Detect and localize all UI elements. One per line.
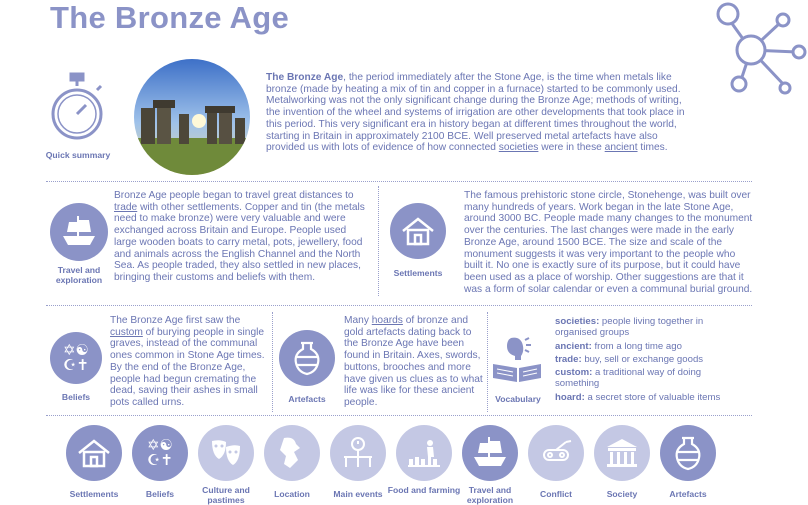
ship-icon [470,433,510,473]
summary-lead: The Bronze Age [266,72,344,83]
vocab-def: buy, sell or exchange goods [581,353,704,365]
artefacts-text [344,315,484,409]
nav-label: Conflict [540,489,572,499]
summary-text-3: times. [637,142,668,154]
nav-label: Beliefs [145,489,175,499]
vocab-def: a secret store of valuable items [584,391,721,403]
link-societies[interactable]: societies [498,142,539,154]
nav-beliefs-circle [132,425,188,481]
nav-artefacts-circle [660,425,716,481]
topic-nav [54,425,794,505]
settlements-text: The famous prehistoric stone circle, Stonehenge, was built over many hundreds of years. Work began in the late Stone Age, around 3000 BC. People made many changes to the monument over the centuries. The last changes were made in the early Bronze Age, around 1500 BCE. The size and scale of the monument suggests it was very important to the people who built it. No one is exactly sure of its purpose, but it could have been used as a place of worship. Other suggestions are that it was a form of solar calendar or even a communal burial ground. [464,190,753,295]
link-hoards[interactable]: hoards [371,315,403,326]
divider [378,186,379,296]
vocabulary-icon [491,334,545,386]
nav-food-circle [396,425,452,481]
nav-conflict-circle [528,425,584,481]
vocab-item [555,341,745,352]
vocab-item [555,367,745,390]
divider [46,181,752,182]
nav-label: Artefacts [669,489,707,499]
divider [46,415,752,416]
nav-label: Food and farming [387,485,461,495]
travel-text [114,190,367,284]
nav-main-events-circle [330,425,386,481]
settlements-label: Settlements [393,268,443,278]
summary-text-2: were in these [538,142,605,154]
artefacts-icon-circle [279,330,335,386]
ship-icon [59,212,99,252]
travel-text-2: with other settlements. Copper and tin (the metals need to make bronze) were very valuable and were exchanged across Britain and Europe. People used large wooden boats to carry metal, pots, jewellery, food and animals across the English Channel and the North Sea. As people traded, they also settled in new places, bringing their customs and beliefs with them. [114,201,365,283]
artefacts-text-2: of bronze and gold artefacts dating back to the Bronze Age have been found in Britain. Axes, swords, buttons, brooches and more have given us clues as to what life was like for these ancient people. [344,315,483,408]
theatre-masks-icon [208,437,244,469]
vocab-term: hoard: [555,391,585,403]
vocabulary-label: Vocabulary [495,394,541,404]
religious-symbols-icon: ✡☯ ☪✝ [146,436,173,469]
vase-icon [290,339,324,377]
house-icon [400,214,436,248]
vocab-term: ancient: [555,340,592,352]
travel-text-1: Bronze Age people began to travel great distances to [114,190,354,201]
vocab-def: a traditional way of doing something [555,367,702,390]
vocab-item [555,392,745,403]
settlements-icon-circle [390,203,446,259]
nav-label: Travel and exploration [466,485,514,505]
nav-society-circle [594,425,650,481]
nav-label: Location [274,489,310,499]
nav-label: Main events [333,489,383,499]
nav-location-circle [264,425,320,481]
stonehenge-image [133,58,251,176]
location-icon [274,434,310,472]
page-title: The Bronze Age [50,0,290,35]
timeline-icon [340,435,376,471]
religious-symbols-icon: ✡☯ ☪✝ [62,341,89,374]
quick-summary-label: Quick summary [45,150,111,160]
house-icon [76,436,112,470]
farming-icon [406,437,442,469]
nav-settlements-circle [66,425,122,481]
vocab-term: societies: [555,316,600,327]
stopwatch-icon [50,72,105,147]
nav-label: Culture and pastimes [202,485,250,505]
vocab-item [555,316,745,339]
conflict-icon [538,438,574,468]
beliefs-text-2: of burying people in single graves, instead of the communal ones common in Stone Age times. By the end of the Bronze Age, people had begun cremating the dead, saving their ashes in small pots called urns. [110,326,265,408]
nav-artefacts[interactable] [648,425,728,499]
vocab-item [555,354,745,365]
nav-culture-circle [198,425,254,481]
link-ancient[interactable]: ancient [604,142,638,154]
summary-text-1: , the period immediately after the Stone Age, is the time when metals like bronze (made by heating a mix of tin and copper in a furnace) started to be commonly used. Metalworking was not the only significant change during the Bronze Age; methods of writing, the invention of the wheel and systems of irrigation are other developments that took place in this period. This very significant era in history began at different times throughout the world, starting in Britain in approximately 2100 BCE. Well preserved metal artefacts have also provided us with lots of evidence of how connected [266,72,685,154]
vocab-term: custom: [555,367,593,379]
beliefs-text [110,315,270,409]
link-custom[interactable]: custom [110,326,143,338]
nav-label: Settlements [69,489,119,499]
vocabulary-list [555,316,745,405]
summary-text [266,72,698,154]
society-icon [604,437,640,469]
beliefs-text-1: The Bronze Age first saw the [110,315,241,326]
nav-travel-circle [462,425,518,481]
network-icon [705,0,808,95]
artefacts-label: Artefacts [288,394,326,404]
vocab-def: people living together in organised groups [555,316,704,339]
vase-icon [671,434,705,472]
beliefs-label: Beliefs [61,392,91,402]
artefacts-text-1: Many [344,315,372,326]
divider [46,305,752,306]
link-trade[interactable]: trade [114,201,138,213]
vocab-def: from a long time ago [591,340,682,352]
beliefs-icon-circle [50,332,102,384]
vocab-term: trade: [555,353,582,365]
travel-icon-circle [50,203,108,261]
travel-label: Travel and exploration [55,265,103,285]
divider [272,312,273,412]
nav-label: Society [606,489,638,499]
